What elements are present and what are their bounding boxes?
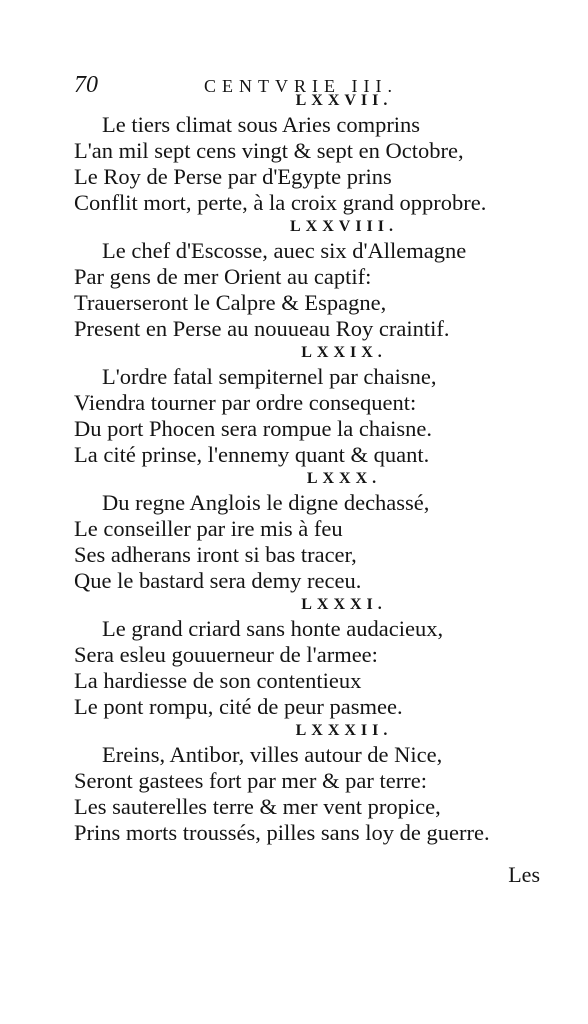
verse-line: L'ordre fatal sempiternel par chaisne, [102, 364, 437, 389]
quatrain-number: LXXIX. [301, 344, 387, 361]
verse-line: Trauerseront le Calpre & Espagne, [74, 290, 387, 315]
verse-line: Du regne Anglois le digne dechassé, [102, 490, 430, 515]
quatrain-number: LXXVII. [295, 92, 393, 109]
verse-line: Le chef d'Escosse, auec six d'Allemagne [102, 238, 467, 263]
page-number: 70 [74, 72, 98, 98]
verse-line: Le Roy de Perse par d'Egypte prins [74, 164, 392, 189]
quatrain-number: LXXXI. [301, 596, 387, 613]
quatrain [74, 720, 544, 846]
verse-line: Le conseiller par ire mis à feu [74, 516, 343, 541]
verse-line: La cité prinse, l'ennemy quant & quant. [74, 442, 430, 467]
verse-line: Que le bastard sera demy receu. [74, 568, 362, 593]
running-head: CENTVRIE III. [204, 76, 398, 96]
verse-line: Les sauterelles terre & mer vent propice, [74, 794, 441, 819]
verse-line: Prins morts troussés, pilles sans loy de guerre. [74, 820, 490, 845]
quatrain [74, 342, 544, 468]
verse-line: Le tiers climat sous Aries comprins [102, 112, 421, 137]
verse-line: Par gens de mer Orient au captif: [74, 264, 372, 289]
verse-line: L'an mil sept cens vingt & sept en Octobre, [74, 138, 464, 163]
quatrain [74, 468, 544, 594]
verse-line: Seront gastees fort par mer & par terre: [74, 768, 427, 793]
quatrain-number: LXXXII. [295, 722, 393, 739]
verse-line: Ereins, Antibor, villes autour de Nice, [102, 742, 443, 767]
quatrain-number: LXXX. [306, 470, 382, 487]
verse-line: Present en Perse au nouueau Roy craintif. [74, 316, 450, 341]
quatrain [74, 216, 544, 342]
verse-line: Du port Phocen sera rompue la chaisne. [74, 416, 433, 441]
verse-line: Sera esleu gouuerneur de l'armee: [74, 642, 378, 667]
quatrain [74, 594, 544, 720]
catchword: Les [508, 862, 540, 887]
quatrain-number: LXXVIII. [289, 218, 398, 235]
quatrain-list [74, 90, 544, 846]
verse-line: Viendra tourner par ordre consequent: [74, 390, 417, 415]
verse-line: La hardiesse de son contentieux [74, 668, 362, 693]
verse-line: Ses adherans iront si bas tracer, [74, 542, 357, 567]
verse-line: Le pont rompu, cité de peur pasmee. [74, 694, 403, 719]
verse-line: Le grand criard sans honte audacieux, [102, 616, 444, 641]
verse-line: Conflit mort, perte, à la croix grand opprobre. [74, 190, 487, 215]
quatrain [74, 90, 544, 216]
